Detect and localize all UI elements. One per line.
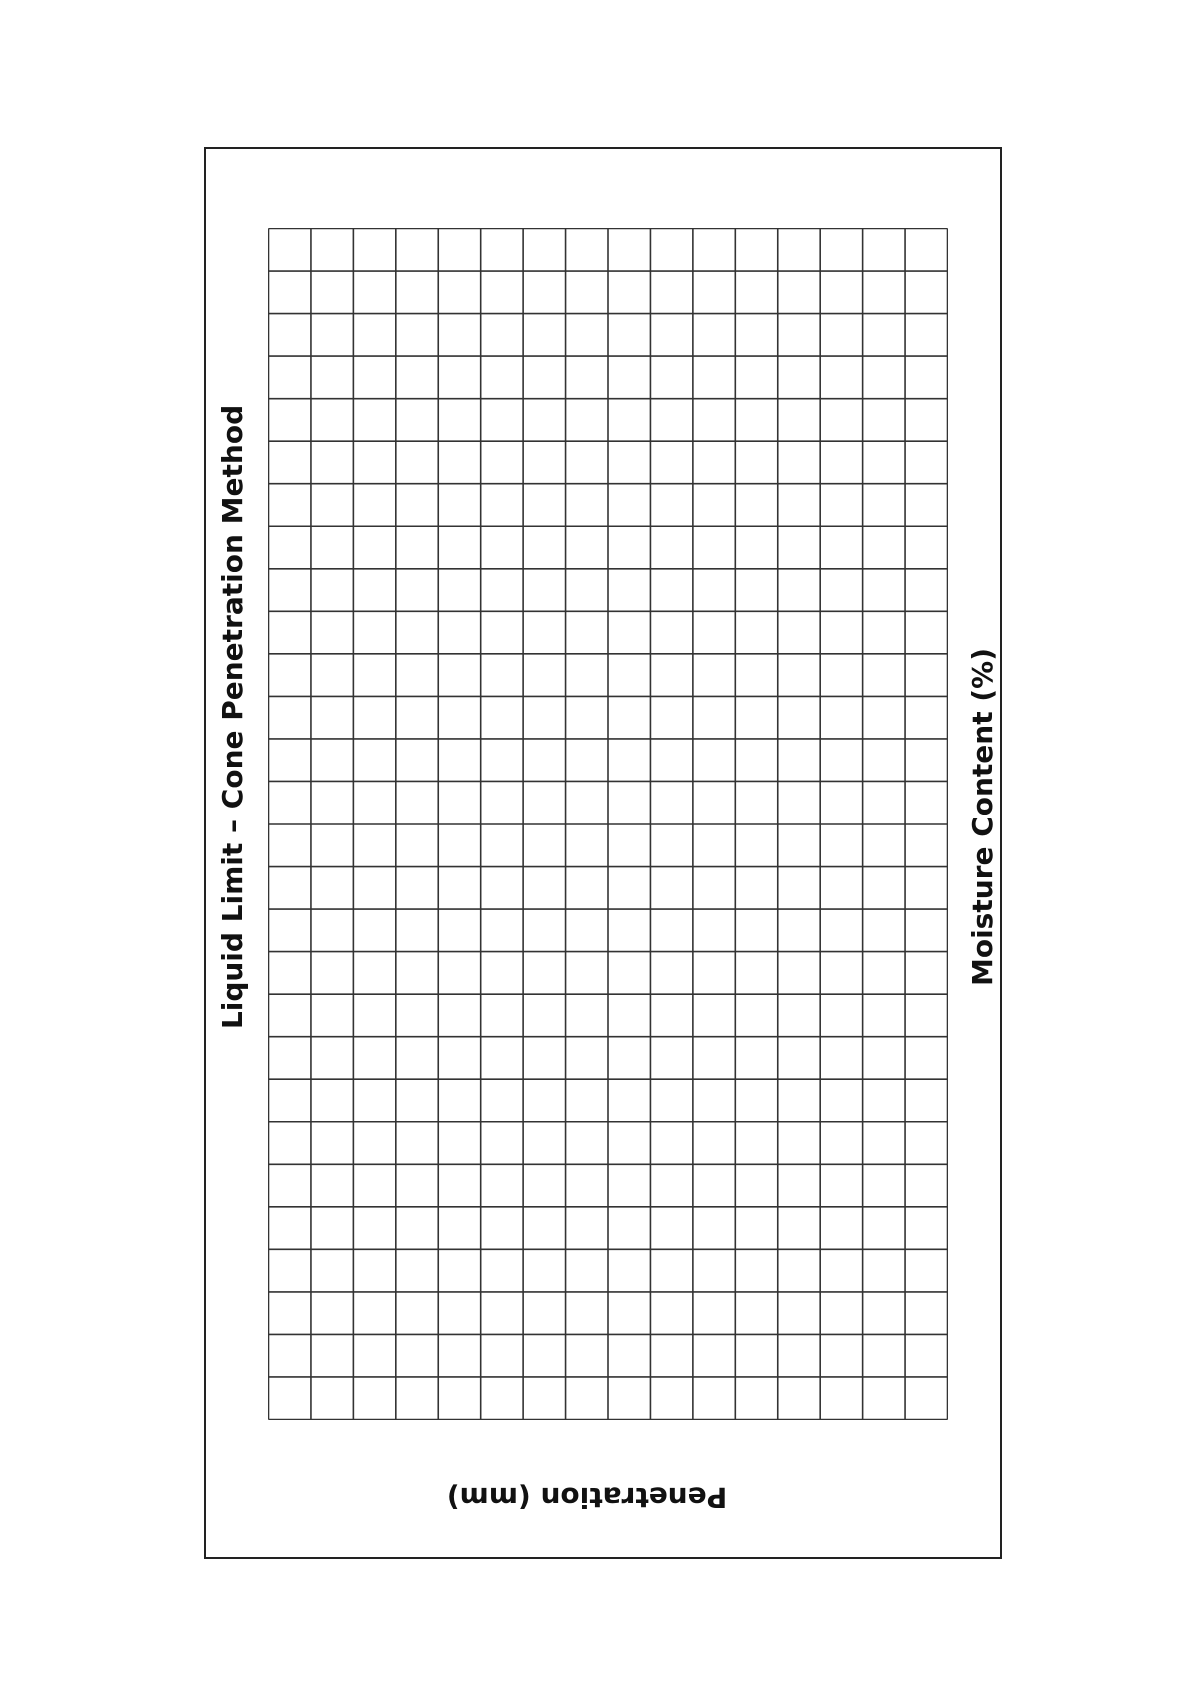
y-axis-label: Moisture Content (%) <box>966 647 999 987</box>
graph-grid-area <box>268 228 948 1420</box>
grid-svg <box>268 228 948 1420</box>
x-axis-label: Penetration (mm) <box>446 1481 728 1514</box>
chart-title: Liquid Limit – Cone Penetration Method <box>216 404 249 1030</box>
